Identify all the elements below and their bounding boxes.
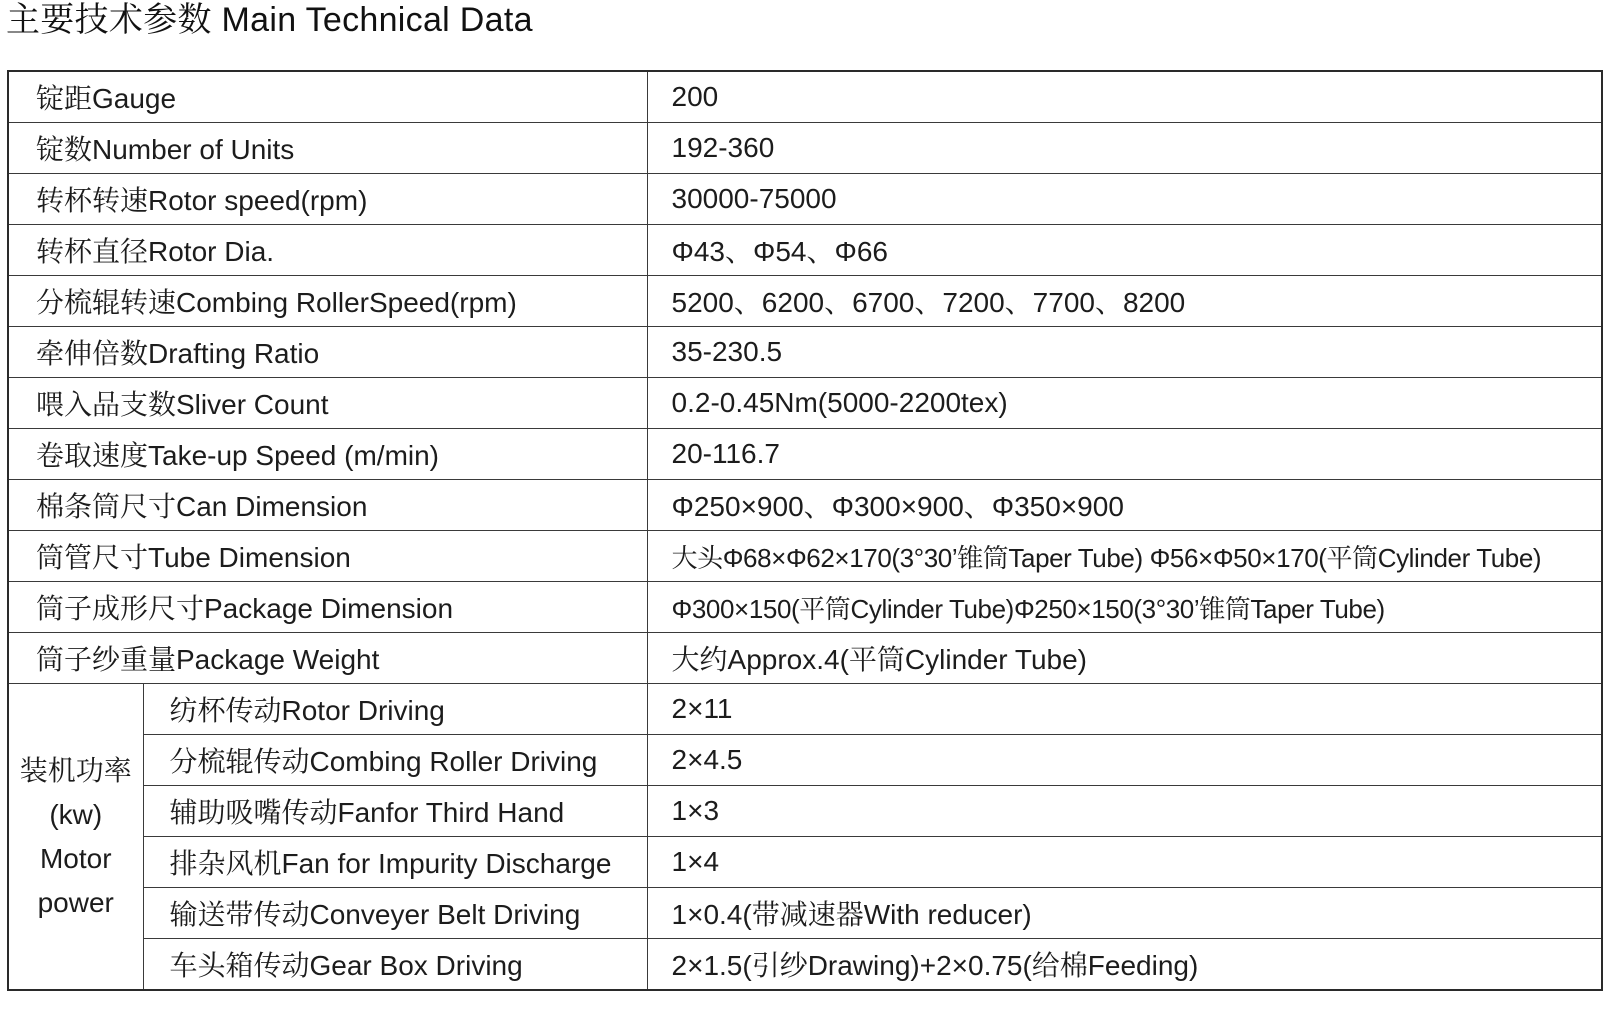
row-label-rotor-driving: 纺杯传动Rotor Driving xyxy=(143,684,647,735)
table-row xyxy=(8,327,1602,378)
table-row xyxy=(8,378,1602,429)
row-value-combing-roller-speed: 5200、6200、6700、7200、7700、8200 xyxy=(647,276,1602,327)
row-label-package-dimension: 筒子成形尺寸Package Dimension xyxy=(8,582,647,633)
row-label-drafting-ratio: 牵伸倍数Drafting Ratio xyxy=(8,327,647,378)
row-value-can-dimension: Φ250×900、Φ300×900、Φ350×900 xyxy=(647,480,1602,531)
row-label-third-hand: 辅助吸嘴传动Fanfor Third Hand xyxy=(143,786,647,837)
table-row xyxy=(8,633,1602,684)
row-label-combing-roller-driving: 分梳辊传动Combing Roller Driving xyxy=(143,735,647,786)
table-row xyxy=(8,123,1602,174)
table-row xyxy=(8,735,1602,786)
table-row xyxy=(8,429,1602,480)
table-row xyxy=(8,480,1602,531)
row-value-number-of-units: 192-360 xyxy=(647,123,1602,174)
group-label-line: (kw) xyxy=(49,798,103,830)
table-row xyxy=(8,174,1602,225)
row-value-rotor-driving: 2×11 xyxy=(647,684,1602,735)
row-value-package-weight: 大约Approx.4(平筒Cylinder Tube) xyxy=(647,633,1602,684)
row-label-conveyer-belt: 输送带传动Conveyer Belt Driving xyxy=(143,888,647,939)
table-row xyxy=(8,71,1602,123)
page-title: 主要技术参数 Main Technical Data xyxy=(6,1,533,39)
row-label-rotor-speed: 转杯转速Rotor speed(rpm) xyxy=(8,174,647,225)
row-label-tube-dimension: 筒管尺寸Tube Dimension xyxy=(8,531,647,582)
row-label-gear-box: 车头箱传动Gear Box Driving xyxy=(143,939,647,991)
technical-data-table xyxy=(7,70,1603,991)
row-label-rotor-dia: 转杯直径Rotor Dia. xyxy=(8,225,647,276)
table-row xyxy=(8,684,1602,735)
table-row xyxy=(8,888,1602,939)
group-label-line: Motor xyxy=(39,842,112,874)
table-row xyxy=(8,276,1602,327)
row-value-impurity-fan: 1×4 xyxy=(647,837,1602,888)
row-label-impurity-fan: 排杂风机Fan for Impurity Discharge xyxy=(143,837,647,888)
table-row xyxy=(8,939,1602,991)
row-value-gear-box: 2×1.5(引纱Drawing)+2×0.75(给棉Feeding) xyxy=(647,939,1602,991)
row-value-take-up-speed: 20-116.7 xyxy=(647,429,1602,480)
row-value-rotor-dia: Φ43、Φ54、Φ66 xyxy=(647,225,1602,276)
group-label-line: 装机功率 xyxy=(19,754,132,786)
motor-power-group-label xyxy=(8,684,143,991)
row-value-rotor-speed: 30000-75000 xyxy=(647,174,1602,225)
row-value-package-dimension: Φ300×150(平筒Cylinder Tube)Φ250×150(3°30’锥筒Taper Tube) xyxy=(647,582,1602,633)
row-value-combing-roller-driving: 2×4.5 xyxy=(647,735,1602,786)
table-row xyxy=(8,225,1602,276)
row-value-conveyer-belt: 1×0.4(带减速器With reducer) xyxy=(647,888,1602,939)
row-value-tube-dimension: 大头Φ68×Φ62×170(3°30’锥筒Taper Tube) Φ56×Φ50×170(平筒Cylinder Tube) xyxy=(647,531,1602,582)
group-label-line: power xyxy=(37,886,114,918)
row-label-sliver-count: 喂入品支数Sliver Count xyxy=(8,378,647,429)
row-label-number-of-units: 锭数Number of Units xyxy=(8,123,647,174)
row-label-package-weight: 筒子纱重量Package Weight xyxy=(8,633,647,684)
row-value-gauge: 200 xyxy=(647,71,1602,123)
row-value-third-hand: 1×3 xyxy=(647,786,1602,837)
row-value-drafting-ratio: 35-230.5 xyxy=(647,327,1602,378)
table-row xyxy=(8,531,1602,582)
row-value-sliver-count: 0.2-0.45Nm(5000-2200tex) xyxy=(647,378,1602,429)
row-label-combing-roller-speed: 分梳辊转速Combing RollerSpeed(rpm) xyxy=(8,276,647,327)
row-label-gauge: 锭距Gauge xyxy=(8,71,647,123)
table-row xyxy=(8,786,1602,837)
table-row xyxy=(8,837,1602,888)
row-label-can-dimension: 棉条筒尺寸Can Dimension xyxy=(8,480,647,531)
table-row xyxy=(8,582,1602,633)
row-label-take-up-speed: 卷取速度Take-up Speed (m/min) xyxy=(8,429,647,480)
